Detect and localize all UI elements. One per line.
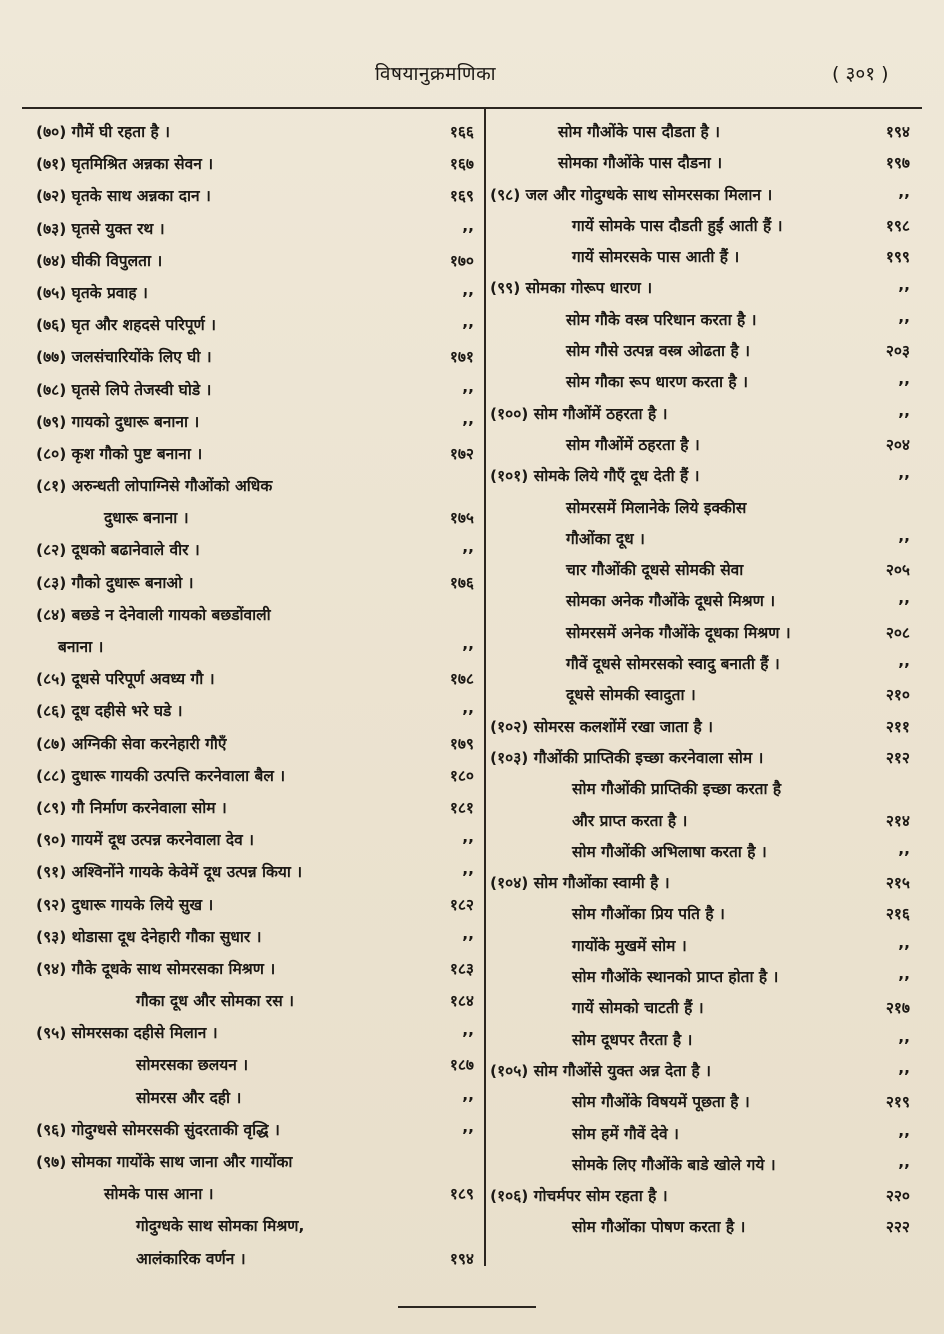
entry-text: सोम गौके वस्त्र परिधान करता है । — [566, 310, 757, 329]
index-entry — [36, 470, 474, 502]
entry-text: (८९) गौ निर्माण करनेवाला सोम । — [36, 798, 227, 817]
index-entry — [490, 961, 910, 992]
entry-text: सोमका अनेक गौओंके दूधसे मिश्रण । — [566, 592, 776, 611]
entry-page-number: ,, — [462, 828, 474, 847]
entry-page-number: ,, — [898, 933, 910, 952]
entry-page-number: ,, — [898, 182, 910, 201]
entry-page-number: ,, — [462, 635, 474, 653]
entry-page-number: १६७ — [449, 155, 474, 174]
index-entry — [490, 366, 910, 397]
index-entry — [490, 585, 910, 616]
entry-text: गायोंके मुखमें सोम । — [572, 936, 687, 955]
entry-text: (१०१) सोमके लिये गौएँ दूध देती हैं । — [490, 467, 700, 486]
entry-page-number: ,, — [462, 377, 474, 396]
index-entry — [490, 1086, 910, 1117]
index-entry — [490, 241, 910, 272]
index-entry — [490, 867, 910, 898]
index-entry — [36, 438, 474, 470]
entry-page-number: १७८ — [449, 670, 474, 689]
entry-page-number: २२० — [885, 1187, 910, 1206]
index-entry — [36, 985, 474, 1017]
entry-text: (९८) जल और गोदुग्धके साथ सोमरसका मिलान । — [490, 185, 773, 204]
index-entry — [490, 992, 910, 1023]
entry-page-number: २१९ — [885, 1093, 910, 1112]
index-entry — [490, 210, 910, 241]
entry-text: सोम दूधपर तैरता है । — [572, 1030, 693, 1049]
index-entry — [490, 679, 910, 710]
left-column — [36, 116, 474, 1275]
index-entry — [490, 429, 910, 460]
index-entry — [36, 599, 474, 631]
entry-page-number: १९८ — [885, 216, 910, 235]
entry-text: (९९) सोमका गोरूप धारण । — [490, 279, 653, 298]
index-entry — [490, 147, 910, 178]
entry-text: सोमरस और दही । — [136, 1088, 242, 1107]
entry-text: (१०३) गौओंकी प्राप्तिकी इच्छा करनेवाला सोम । — [490, 748, 764, 767]
entry-page-number: ,, — [898, 1152, 910, 1171]
index-entry — [490, 1055, 910, 1086]
index-entry — [36, 116, 474, 148]
entry-page-number: १९४ — [449, 1249, 474, 1268]
entry-page-number: २१२ — [885, 748, 910, 767]
entry-text: गौओंका दूध । — [566, 529, 645, 548]
entry-page-number: ,, — [462, 1021, 474, 1040]
entry-page-number: १६६ — [449, 123, 474, 141]
index-entry — [490, 335, 910, 366]
index-entry — [36, 1082, 474, 1114]
index-entry — [36, 502, 474, 534]
entry-text: (८६) दूध दहीसे भरे घडे । — [36, 702, 183, 721]
entry-text: सोमका गौओंके पास दौडना । — [558, 154, 723, 173]
entry-text: (८८) दुधारू गायकी उत्पत्ति करनेवाला बैल । — [36, 766, 286, 785]
entry-text: सोमके लिए गौओंके बाडे खोले गये । — [572, 1155, 776, 1174]
entry-page-number: ,, — [898, 1058, 910, 1077]
entry-text: (९२) दुधारू गायके लिये सुख । — [36, 895, 214, 914]
index-entry — [490, 1024, 910, 1055]
entry-page-number: ,, — [462, 216, 474, 235]
entry-page-number: १८३ — [449, 959, 474, 978]
entry-text: सोमरसमें मिलानेके लिये इक्कीस — [566, 498, 747, 517]
entry-text: सोम गौका रूप धारण करता है । — [566, 373, 748, 392]
entry-page-number: ,, — [462, 280, 474, 299]
entry-page-number: १७२ — [449, 444, 474, 463]
index-entry — [490, 304, 910, 335]
index-entry — [490, 836, 910, 867]
entry-text: (८०) कृश गौको पुष्ट बनाना । — [36, 444, 203, 463]
entry-text: (७९) गायको दुधारू बनाना । — [36, 412, 200, 431]
entry-page-number: १६९ — [449, 187, 474, 206]
right-column — [490, 116, 910, 1243]
entry-text: सोम गौओंकी प्राप्तिकी इच्छा करता है — [572, 780, 782, 799]
entry-page-number: ,, — [462, 924, 474, 943]
entry-text: (९०) गायमें दूध उत्पन्न करनेवाला देव । — [36, 831, 255, 850]
entry-text: (८२) दूधको बढानेवाले वीर । — [36, 541, 200, 560]
index-entry — [36, 921, 474, 953]
entry-page-number: २११ — [885, 717, 910, 736]
page-number: ( ३०१ ) — [832, 63, 889, 85]
entry-text: (९१) अश्विनोंने गायके केवेमें दूध उत्पन्न किया । — [36, 863, 303, 882]
column-divider — [484, 109, 486, 1266]
index-entry — [490, 805, 910, 836]
entry-page-number: ,, — [898, 839, 910, 858]
entry-page-number: ,, — [462, 313, 474, 332]
entry-text: गायें सोमको चाटती हैं । — [572, 999, 704, 1018]
index-entry — [490, 1149, 910, 1180]
entry-page-number: २१६ — [885, 905, 910, 924]
index-entry — [36, 889, 474, 921]
entry-text: (७८) घृतसे लिपे तेजस्वी घोडे । — [36, 380, 212, 399]
entry-text: (८१) अरुन्धती लोपाग्निसे गौओंको अधिक — [36, 477, 273, 496]
entry-text: गौका दूध और सोमका रस । — [136, 992, 294, 1011]
index-entry — [490, 272, 910, 303]
index-entry — [36, 695, 474, 727]
index-entry — [36, 631, 474, 663]
entry-text: सोम हमें गौवें देवे । — [572, 1124, 679, 1143]
index-entry — [490, 898, 910, 929]
entry-page-number: ,, — [898, 589, 910, 608]
entry-page-number: ,, — [898, 1027, 910, 1046]
index-entry — [490, 1118, 910, 1149]
entry-text: सोम गौओंका प्रिय पति है । — [572, 905, 725, 924]
entry-text: सोम गौओंके विषयमें पूछता है । — [572, 1093, 750, 1112]
index-entry — [36, 374, 474, 406]
entry-text: सोम गौओंके पास दौडता है । — [558, 123, 721, 141]
entry-text: (८५) दूधसे परिपूर्ण अवध्य गौ । — [36, 670, 215, 689]
index-entry — [36, 534, 474, 566]
entry-text: सोम गौओंका पोषण करता है । — [572, 1218, 746, 1237]
entry-page-number: ,, — [462, 699, 474, 718]
entry-text: और प्राप्त करता है । — [572, 811, 688, 830]
entry-text: (९७) सोमका गायोंके साथ जाना और गायोंका — [36, 1153, 293, 1171]
index-entry — [36, 309, 474, 341]
index-entry — [36, 1243, 474, 1275]
entry-page-number: १८७ — [449, 1056, 474, 1075]
entry-page-number: २१५ — [885, 874, 910, 893]
index-entry — [490, 460, 910, 491]
entry-page-number: २०५ — [885, 561, 910, 580]
entry-page-number: ,, — [462, 409, 474, 428]
entry-text: आलंकारिक वर्णन । — [136, 1249, 246, 1268]
entry-page-number: २०८ — [885, 623, 910, 642]
entry-page-number: १९४ — [885, 123, 910, 141]
entry-page-number: १७६ — [449, 573, 474, 592]
entry-text: (७१) घृतमिश्रित अन्नका सेवन । — [36, 155, 214, 174]
entry-text: (७७) जलसंचारियोंके लिए घी । — [36, 348, 212, 367]
entry-text: (१०६) गोचर्मपर सोम रहता है । — [490, 1187, 668, 1206]
entry-text: गायें सोमरसके पास आती हैं । — [572, 248, 740, 267]
entry-page-number: १८१ — [449, 798, 474, 817]
index-entry — [490, 1211, 910, 1242]
index-entry — [36, 1049, 474, 1081]
index-entry — [36, 760, 474, 792]
index-entry — [490, 179, 910, 210]
entry-page-number: १८२ — [449, 895, 474, 914]
entry-page-number: २१७ — [885, 999, 910, 1018]
entry-page-number: ,, — [898, 464, 910, 483]
entry-text: सोम गौओंके स्थानको प्राप्त होता है । — [572, 968, 779, 987]
index-entry — [490, 648, 910, 679]
index-entry — [490, 930, 910, 961]
entry-page-number: ,, — [898, 276, 910, 295]
entry-text: (७०) गौमें घी रहता है । — [36, 123, 170, 141]
index-entry — [490, 711, 910, 742]
entry-text: चार गौओंकी दूधसे सोमकी सेवा — [566, 561, 744, 580]
entry-page-number: १८९ — [449, 1185, 474, 1204]
index-entry — [36, 148, 474, 180]
entry-page-number: ,, — [898, 307, 910, 326]
index-entry — [36, 341, 474, 373]
entry-text: (७६) घृत और शहदसे परिपूर्ण । — [36, 316, 216, 335]
entry-page-number: २०४ — [885, 435, 910, 454]
entry-text: सोमके पास आना । — [104, 1185, 214, 1204]
entry-text: (८७) अग्निकी सेवा करनेहारी गौएँ — [36, 734, 227, 753]
entry-page-number: १८० — [449, 766, 474, 785]
entry-text: सोम गौओंकी अभिलाषा करता है । — [572, 842, 767, 861]
entry-text: दुधारू बनाना । — [104, 509, 189, 528]
entry-page-number: १९९ — [885, 248, 910, 267]
entry-text: गोदुग्धके साथ सोमका मिश्रण, — [136, 1217, 305, 1236]
index-entry — [36, 1114, 474, 1146]
index-entry — [490, 742, 910, 773]
entry-page-number: १७५ — [449, 509, 474, 528]
entry-text: दूधसे सोमकी स्वादुता । — [566, 686, 696, 705]
entry-page-number: ,, — [462, 860, 474, 879]
entry-text: (७५) घृतके प्रवाह । — [36, 283, 148, 302]
entry-text: (९५) सोमरसका दहीसे मिलान । — [36, 1024, 218, 1043]
index-entry — [36, 277, 474, 309]
entry-page-number: ,, — [898, 652, 910, 671]
index-entry — [490, 116, 910, 147]
entry-page-number: २०३ — [885, 342, 910, 361]
entry-text: गौवें दूधसे सोमरसको स्वादु बनाती हैं । — [566, 655, 780, 674]
entry-page-number: ,, — [898, 401, 910, 420]
bottom-rule — [398, 1306, 536, 1308]
entry-text: गायें सोमके पास दौडती हुईं आती हैं । — [572, 216, 783, 235]
entry-page-number: २२२ — [885, 1218, 910, 1237]
index-entry — [490, 492, 910, 523]
index-entry — [490, 554, 910, 585]
entry-page-number: ,, — [462, 1117, 474, 1136]
index-entry — [36, 728, 474, 760]
index-entry — [36, 213, 474, 245]
entry-page-number: १७९ — [449, 734, 474, 753]
entry-text: (१०४) सोम गौओंका स्वामी है । — [490, 874, 670, 893]
index-entry — [36, 406, 474, 438]
entry-text: (८३) गौको दुधारू बनाओ । — [36, 573, 194, 592]
index-entry — [490, 523, 910, 554]
entry-page-number: १९७ — [885, 154, 910, 173]
index-entry — [490, 1180, 910, 1211]
entry-text: सोम गौसे उत्पन्न वस्त्र ओढता है । — [566, 342, 750, 361]
index-entry — [490, 617, 910, 648]
index-entry — [36, 1146, 474, 1178]
entry-page-number: ,, — [898, 370, 910, 389]
index-entry — [36, 824, 474, 856]
entry-page-number: १७० — [449, 251, 474, 270]
entry-text: (१०५) सोम गौओंसे युक्त अन्न देता है । — [490, 1061, 711, 1080]
index-entry — [36, 1017, 474, 1049]
entry-text: (९४) गौके दूधके साथ सोमरसका मिश्रण । — [36, 959, 276, 978]
entry-text: (७४) घीकी विपुलता । — [36, 251, 163, 270]
entry-text: सोमरसका छलयन । — [136, 1056, 249, 1075]
index-entry — [490, 398, 910, 429]
entry-text: (१०२) सोमरस कलशोंमें रखा जाता है । — [490, 717, 714, 736]
entry-page-number: २१० — [885, 686, 910, 705]
entry-page-number: ,, — [898, 1121, 910, 1140]
index-entry — [36, 245, 474, 277]
entry-text: (८४) बछडे न देनेवाली गायको बछडोंवाली — [36, 605, 271, 624]
entry-text: (९३) थोडासा दूध देनेहारी गौका सुधार । — [36, 927, 262, 946]
index-entry — [36, 792, 474, 824]
entry-page-number: ,, — [462, 1085, 474, 1104]
index-entry — [36, 1210, 474, 1242]
index-entry — [36, 567, 474, 599]
entry-page-number: १७१ — [449, 348, 474, 367]
entry-text: बनाना । — [58, 638, 104, 656]
index-entry — [36, 1178, 474, 1210]
entry-text: सोमरसमें अनेक गौओंके दूधका मिश्रण । — [566, 623, 791, 642]
index-entry — [36, 856, 474, 888]
index-entry — [36, 663, 474, 695]
page-title: विषयानुक्रमणिका — [375, 63, 497, 85]
entry-page-number: ,, — [462, 538, 474, 557]
entry-page-number: ,, — [898, 526, 910, 545]
entry-text: सोम गौओंमें ठहरता है । — [566, 435, 700, 454]
index-entry — [36, 953, 474, 985]
entry-text: (७३) घृतसे युक्त रथ । — [36, 219, 165, 238]
entry-text: (७२) घृतके साथ अन्नका दान । — [36, 187, 211, 206]
header-rule — [22, 107, 922, 109]
index-entry — [36, 180, 474, 212]
entry-text: (१००) सोम गौओंमें ठहरता है । — [490, 404, 668, 423]
entry-page-number: २१४ — [885, 811, 910, 830]
entry-page-number: १८४ — [449, 992, 474, 1011]
index-entry — [490, 773, 910, 804]
entry-page-number: ,, — [898, 965, 910, 984]
entry-text: (९६) गोदुग्धसे सोमरसकी सुंदरताकी वृद्धि । — [36, 1120, 280, 1139]
